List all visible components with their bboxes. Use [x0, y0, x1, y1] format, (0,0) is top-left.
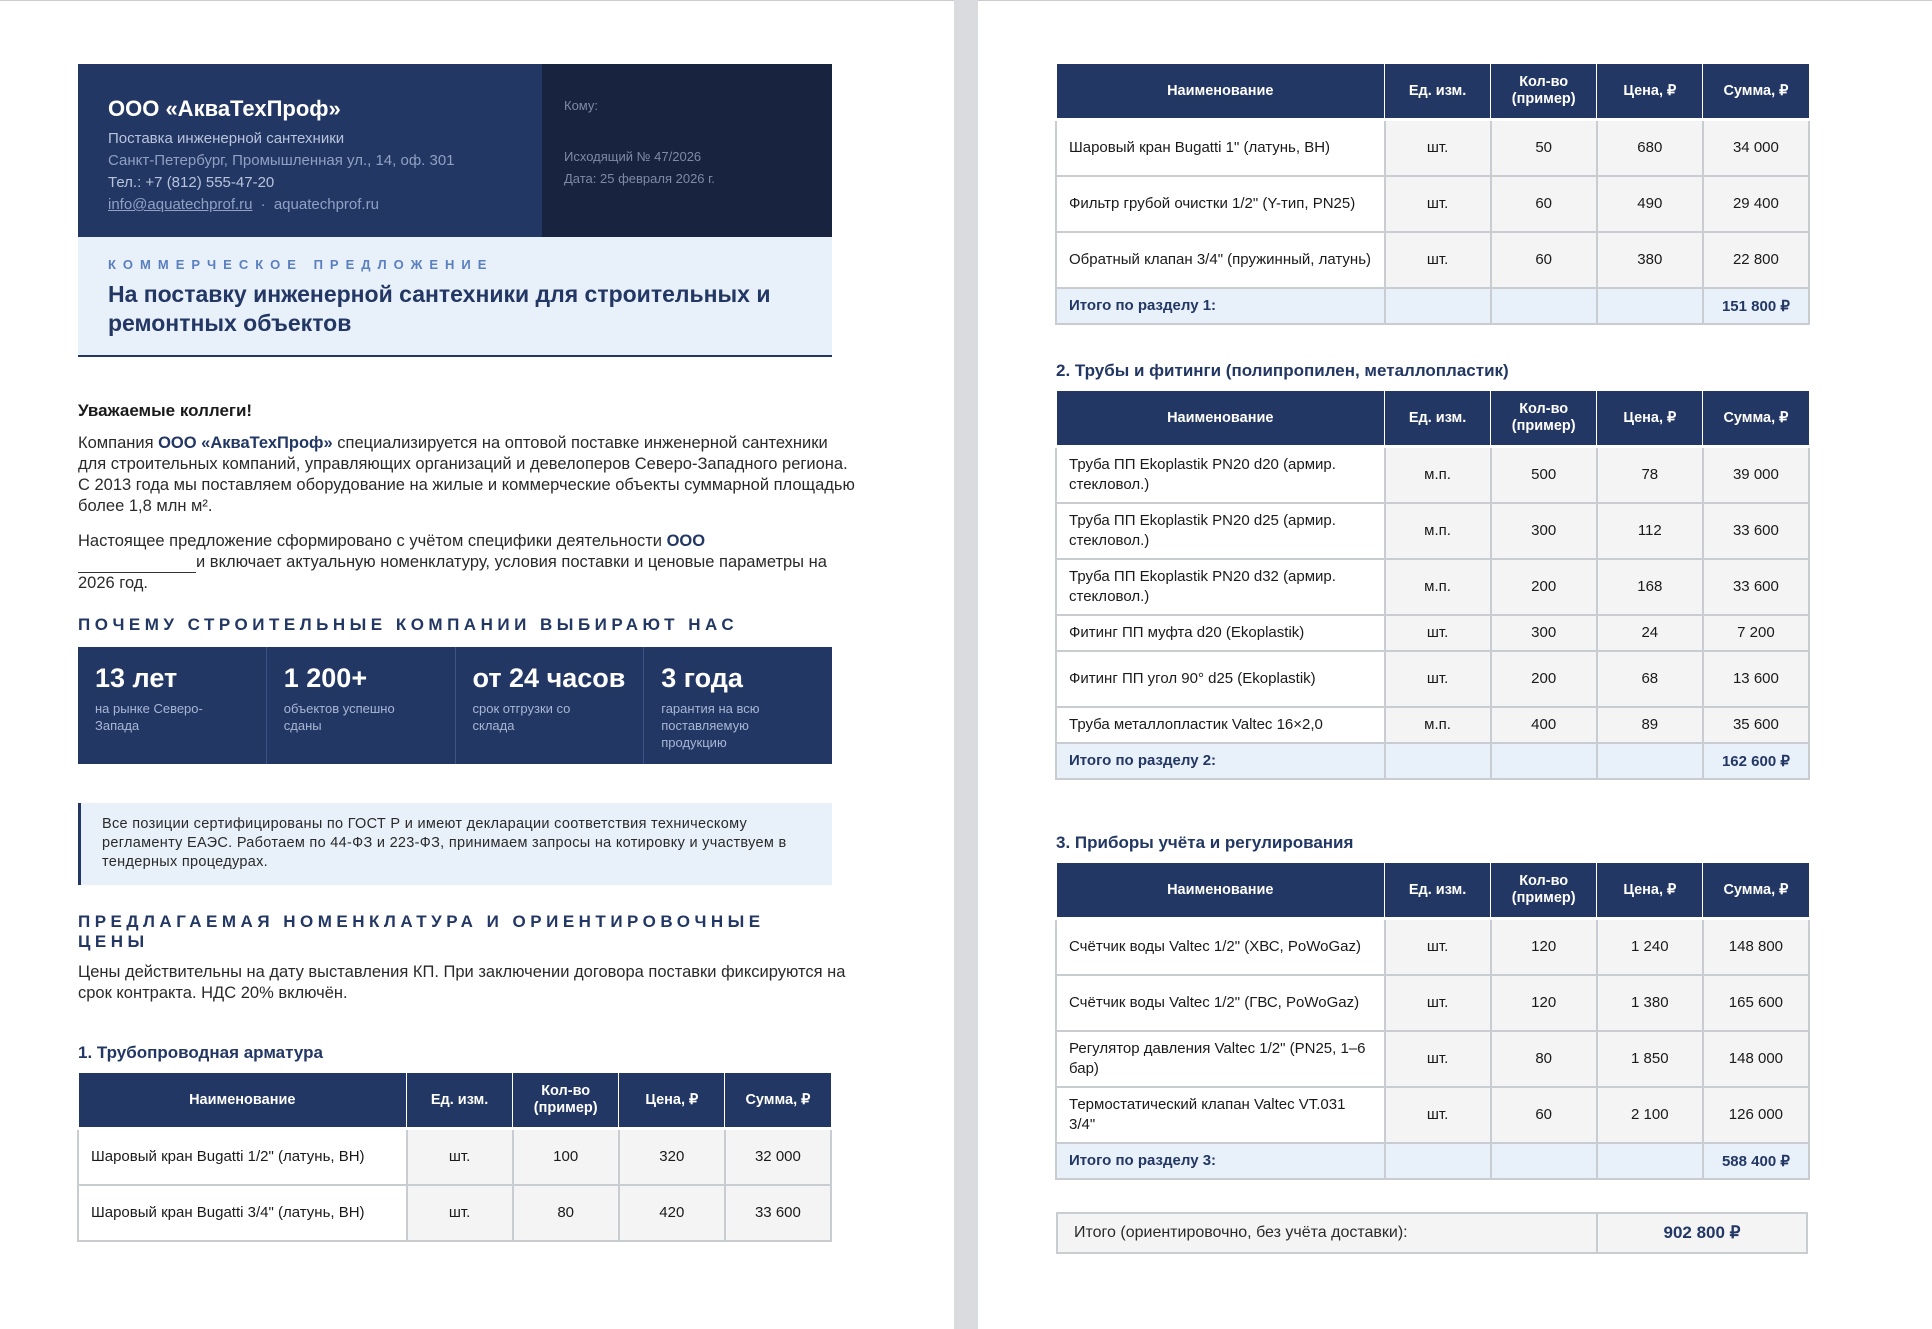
document-page-2 — [978, 0, 1932, 1329]
item-price: 78 — [1597, 447, 1703, 503]
item-name: Труба ПП Ekoplastik PN20 d25 (армир. стекловол.) — [1056, 503, 1385, 559]
document-title: На поставку инженерной сантехники для строительных и ремонтных объектов — [108, 281, 771, 336]
item-sum: 33 600 — [1703, 503, 1809, 559]
why-us-heading: ПОЧЕМУ СТРОИТЕЛЬНЫЕ КОМПАНИИ ВЫБИРАЮТ НАС — [78, 615, 739, 634]
item-name: Фильтр грубой очистки 1/2" (Y-тип, PN25) — [1056, 176, 1385, 232]
item-sum: 33 600 — [725, 1185, 831, 1241]
col-price-header: Цена, ₽ — [1597, 64, 1703, 120]
item-unit: шт. — [1385, 975, 1491, 1031]
item-sum: 32 000 — [725, 1129, 831, 1185]
col-sum-header: Сумма, ₽ — [1703, 391, 1809, 447]
item-sum: 13 600 — [1703, 651, 1809, 707]
stat-tile — [644, 647, 832, 764]
item-unit: м.п. — [1385, 503, 1491, 559]
col-price-header: Цена, ₽ — [1597, 391, 1703, 447]
item-sum: 165 600 — [1703, 975, 1809, 1031]
item-price: 24 — [1597, 615, 1703, 651]
p2-start: Настоящее предложение сформировано с учётом специфики деятельности — [78, 532, 667, 550]
item-name: Шаровый кран Bugatti 1" (латунь, ВН) — [1056, 120, 1385, 176]
total-empty-cell — [1597, 743, 1703, 779]
company-tagline: Поставка инженерной сантехники — [108, 130, 345, 147]
document-type-label: КОММЕРЧЕСКОЕ ПРЕДЛОЖЕНИЕ — [108, 257, 494, 272]
item-name: Обратный клапан 3/4" (пружинный, латунь) — [1056, 232, 1385, 288]
item-unit: шт. — [1385, 176, 1491, 232]
stats-bar — [78, 647, 832, 764]
company-contacts — [108, 194, 542, 216]
table-row — [1056, 919, 1809, 975]
section-1-table-part-a — [77, 1072, 832, 1242]
table-row — [1056, 176, 1809, 232]
col-sum-header: Сумма, ₽ — [1703, 863, 1809, 919]
table-row — [1056, 447, 1809, 503]
section-2-table — [1055, 390, 1810, 780]
section-total-label: Итого по разделу 2: — [1056, 743, 1385, 779]
total-empty-cell — [1385, 288, 1491, 324]
item-price: 1 850 — [1597, 1031, 1703, 1087]
item-sum: 39 000 — [1703, 447, 1809, 503]
grand-total-value: 902 800 ₽ — [1663, 1223, 1741, 1242]
stat-label: на рынке Северо-Запада — [95, 701, 203, 733]
item-qty: 200 — [1491, 651, 1597, 707]
table-row — [1056, 503, 1809, 559]
table-row — [1056, 975, 1809, 1031]
item-price: 168 — [1597, 559, 1703, 615]
document-page-1 — [0, 0, 954, 1329]
col-sum-header: Сумма, ₽ — [1703, 64, 1809, 120]
item-sum: 126 000 — [1703, 1087, 1809, 1143]
company-website[interactable]: aquatechprof.ru — [273, 196, 379, 213]
item-sum: 148 800 — [1703, 919, 1809, 975]
item-name: Регулятор давления Valtec 1/2" (PN25, 1–6 бар) — [1056, 1031, 1385, 1087]
item-sum: 34 000 — [1703, 120, 1809, 176]
item-name: Шаровый кран Bugatti 3/4" (латунь, ВН) — [78, 1185, 407, 1241]
table-row — [1056, 615, 1809, 651]
section-total-row — [1056, 743, 1809, 779]
col-name-header: Наименование — [1056, 64, 1385, 120]
document-date: Дата: 25 февраля 2026 г. — [564, 171, 715, 186]
col-unit-header: Ед. изм. — [1385, 863, 1491, 919]
table-header-row — [1056, 64, 1809, 120]
section-total-row — [1056, 288, 1809, 324]
p1-rest: специализируется на оптовой поставке инженерной сантехники для строительных компаний, управляющих организаций и девелоперов Северо-Западного региона. С 2013 года мы поставляем оборудование на жилые и коммерческие объекты суммарной площадью более 1,8 млн м². — [78, 434, 855, 515]
item-sum: 33 600 — [1703, 559, 1809, 615]
table-row — [1056, 1031, 1809, 1087]
table-row — [1056, 1087, 1809, 1143]
p1-start: Компания — [78, 434, 159, 452]
recipient-block — [542, 64, 832, 237]
grand-total — [1056, 1212, 1808, 1254]
item-sum: 35 600 — [1703, 707, 1809, 743]
item-qty: 60 — [1491, 176, 1597, 232]
item-unit: шт. — [1385, 1031, 1491, 1087]
item-price: 420 — [619, 1185, 725, 1241]
item-name: Термостатический клапан Valtec VT.031 3/4" — [1056, 1087, 1385, 1143]
stat-label: объектов успешно сданы — [283, 701, 395, 733]
section-3-table — [1055, 862, 1810, 1180]
company-name: ООО «АкваТехПроф» — [108, 96, 341, 121]
p1-company: ООО «АкваТехПроф» — [158, 434, 333, 452]
item-unit: шт. — [1385, 1087, 1491, 1143]
item-unit: шт. — [1385, 919, 1491, 975]
item-price: 320 — [619, 1129, 725, 1185]
item-name: Фитинг ПП угол 90° d25 (Ekoplastik) — [1056, 651, 1385, 707]
stat-label: срок отгрузки со склада — [472, 701, 571, 733]
nomenclature-heading: ПРЕДЛАГАЕМАЯ НОМЕНКЛАТУРА И ОРИЕНТИРОВОЧНЫЕ ЦЕНЫ — [78, 912, 765, 951]
item-unit: шт. — [1385, 232, 1491, 288]
item-name: Труба ПП Ekoplastik PN20 d20 (армир. стекловол.) — [1056, 447, 1385, 503]
total-empty-cell — [1385, 1143, 1491, 1179]
item-price: 1 240 — [1597, 919, 1703, 975]
section-total-value: 151 800 ₽ — [1703, 288, 1809, 324]
item-name: Труба металлопластик Valtec 16×2,0 — [1056, 707, 1385, 743]
table-row — [1056, 120, 1809, 176]
grand-total-label: Итого (ориентировочно, без учёта доставки): — [1058, 1214, 1598, 1252]
total-empty-cell — [1491, 743, 1597, 779]
section-3-title: 3. Приборы учёта и регулирования — [1056, 833, 1354, 852]
item-qty: 200 — [1491, 559, 1597, 615]
item-qty: 120 — [1491, 975, 1597, 1031]
nomenclature-intro: Цены действительны на дату выставления КП. При заключении договора поставки фиксируются на срок контракта. НДС 20% включён. — [78, 963, 846, 1002]
total-empty-cell — [1597, 288, 1703, 324]
table-row — [1056, 559, 1809, 615]
item-name: Счётчик воды Valtec 1/2" (ХВС, PoWoGaz) — [1056, 919, 1385, 975]
item-sum: 7 200 — [1703, 615, 1809, 651]
table-row — [1056, 232, 1809, 288]
stat-value: 1 200+ — [283, 663, 368, 693]
item-price: 1 380 — [1597, 975, 1703, 1031]
outgoing-number: Исходящий № 47/2026 — [564, 149, 702, 164]
col-unit-header: Ед. изм. — [1385, 64, 1491, 120]
item-qty: 80 — [1491, 1031, 1597, 1087]
company-block — [78, 64, 542, 237]
col-qty-header: Кол-во (пример) — [1491, 64, 1597, 120]
item-unit: шт. — [1385, 615, 1491, 651]
item-sum: 148 000 — [1703, 1031, 1809, 1087]
stat-value: 13 лет — [95, 663, 178, 693]
item-name: Счётчик воды Valtec 1/2" (ГВС, PoWoGaz) — [1056, 975, 1385, 1031]
intro-paragraph — [78, 433, 858, 517]
table-row — [78, 1185, 831, 1241]
item-qty: 50 — [1491, 120, 1597, 176]
item-sum: 22 800 — [1703, 232, 1809, 288]
company-address: Санкт-Петербург, Промышленная ул., 14, оф. 301 — [108, 152, 455, 169]
item-qty: 100 — [513, 1129, 619, 1185]
item-unit: м.п. — [1385, 447, 1491, 503]
table-header-row — [1056, 391, 1809, 447]
item-unit: шт. — [407, 1129, 513, 1185]
col-price-header: Цена, ₽ — [619, 1073, 725, 1129]
col-qty-header: Кол-во (пример) — [1491, 391, 1597, 447]
item-price: 490 — [1597, 176, 1703, 232]
col-unit-header: Ед. изм. — [407, 1073, 513, 1129]
section-1-title: 1. Трубопроводная арматура — [78, 1043, 323, 1062]
total-empty-cell — [1491, 1143, 1597, 1179]
col-qty-header: Кол-во (пример) — [1491, 863, 1597, 919]
item-unit: шт. — [1385, 120, 1491, 176]
item-qty: 300 — [1491, 615, 1597, 651]
greeting: Уважаемые коллеги! — [78, 401, 253, 420]
col-name-header: Наименование — [1056, 863, 1385, 919]
section-total-value: 162 600 ₽ — [1703, 743, 1809, 779]
stat-tile — [267, 647, 456, 764]
item-name: Фитинг ПП муфта d20 (Ekoplastik) — [1056, 615, 1385, 651]
letterhead — [78, 64, 832, 237]
p2-company: ООО — [666, 532, 706, 550]
item-price: 112 — [1597, 503, 1703, 559]
table-header-row — [1056, 863, 1809, 919]
item-price: 2 100 — [1597, 1087, 1703, 1143]
section-1-table-part-b — [1055, 63, 1810, 325]
section-total-row — [1056, 1143, 1809, 1179]
col-sum-header: Сумма, ₽ — [725, 1073, 831, 1129]
item-name: Шаровый кран Bugatti 1/2" (латунь, ВН) — [78, 1129, 407, 1185]
col-qty-header: Кол-во (пример) — [513, 1073, 619, 1129]
item-qty: 60 — [1491, 1087, 1597, 1143]
item-unit: шт. — [407, 1185, 513, 1241]
item-unit: м.п. — [1385, 707, 1491, 743]
col-name-header: Наименование — [78, 1073, 407, 1129]
stat-tile — [456, 647, 645, 764]
company-name-blank[interactable] — [78, 556, 196, 573]
item-unit: шт. — [1385, 651, 1491, 707]
stat-value: от 24 часов — [472, 663, 626, 693]
item-qty: 60 — [1491, 232, 1597, 288]
item-qty: 500 — [1491, 447, 1597, 503]
certification-note: Все позиции сертифицированы по ГОСТ Р и имеют декларации соответствия техническому регламенту ЕАЭС. Работаем по 44-ФЗ и 223-ФЗ, принимаем запросы на котировку и участвуем в тендерных процедурах. — [78, 803, 832, 885]
item-name: Труба ПП Ekoplastik PN20 d32 (армир. стекловол.) — [1056, 559, 1385, 615]
recipient-to-label: Кому: — [564, 98, 598, 113]
total-empty-cell — [1597, 1143, 1703, 1179]
item-sum: 29 400 — [1703, 176, 1809, 232]
section-total-label: Итого по разделу 3: — [1056, 1143, 1385, 1179]
item-price: 380 — [1597, 232, 1703, 288]
section-total-label: Итого по разделу 1: — [1056, 288, 1385, 324]
item-price: 680 — [1597, 120, 1703, 176]
item-price: 89 — [1597, 707, 1703, 743]
table-row — [1056, 651, 1809, 707]
col-price-header: Цена, ₽ — [1597, 863, 1703, 919]
col-unit-header: Ед. изм. — [1385, 391, 1491, 447]
section-total-value: 588 400 ₽ — [1703, 1143, 1809, 1179]
item-unit: м.п. — [1385, 559, 1491, 615]
total-empty-cell — [1491, 288, 1597, 324]
stat-value: 3 года — [661, 663, 743, 693]
contact-separator: · — [260, 196, 266, 213]
company-email-link[interactable]: info@aquatechprof.ru — [108, 196, 253, 213]
item-price: 68 — [1597, 651, 1703, 707]
item-qty: 400 — [1491, 707, 1597, 743]
offer-paragraph — [78, 531, 858, 594]
item-qty: 300 — [1491, 503, 1597, 559]
stat-tile — [78, 647, 267, 764]
total-empty-cell — [1385, 743, 1491, 779]
table-row — [78, 1129, 831, 1185]
item-qty: 120 — [1491, 919, 1597, 975]
title-band — [78, 237, 832, 357]
stat-label: гарантия на всю поставляемую продукцию — [661, 701, 760, 750]
section-2-title: 2. Трубы и фитинги (полипропилен, металлопластик) — [1056, 361, 1509, 380]
company-phone: Тел.: +7 (812) 555-47-20 — [108, 174, 275, 191]
item-qty: 80 — [513, 1185, 619, 1241]
table-header-row — [78, 1073, 831, 1129]
col-name-header: Наименование — [1056, 391, 1385, 447]
table-row — [1056, 707, 1809, 743]
p2-rest: и включает актуальную номенклатуру, условия поставки и ценовые параметры на 2026 год. — [78, 553, 827, 592]
